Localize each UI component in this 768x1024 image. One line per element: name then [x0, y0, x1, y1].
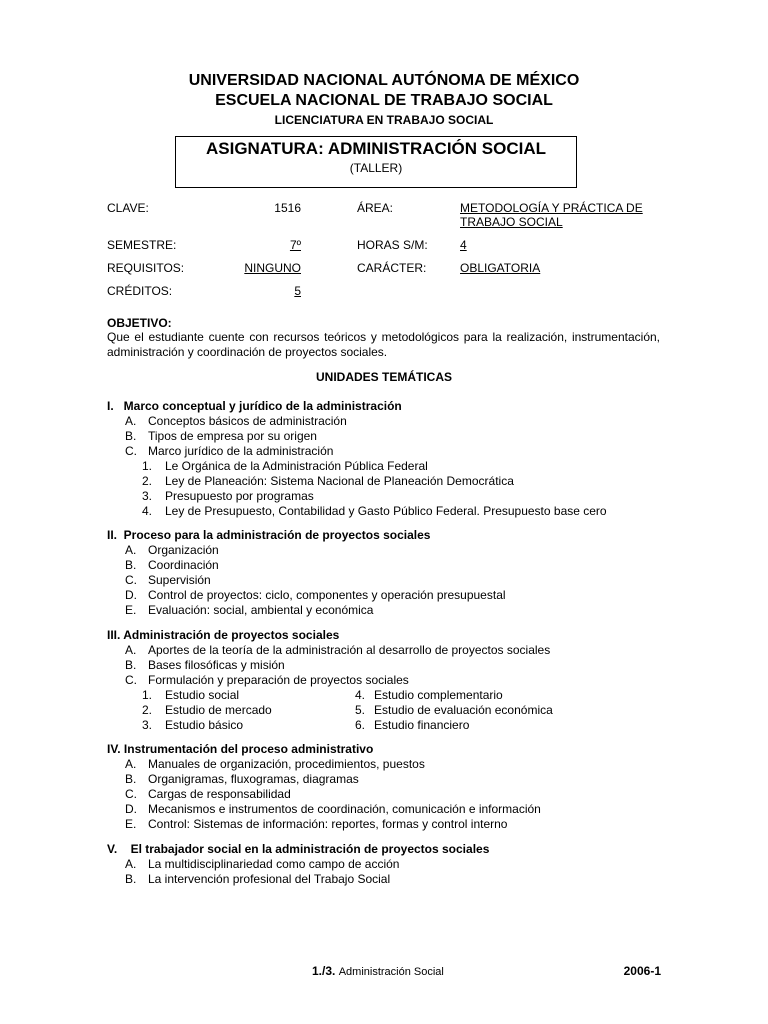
list-item: D. Control de proyectos: ciclo, componentes y operación presupuestal	[125, 588, 506, 602]
list-item: A. Aportes de la teoría de la administración al desarrollo de proyectos sociales	[125, 643, 551, 657]
unit-section	[107, 842, 489, 887]
list-item: C. Formulación y preparación de proyectos sociales	[125, 673, 409, 687]
unit-title: IV. Instrumentación del proceso administrativo	[107, 742, 374, 756]
list-item: A. Conceptos básicos de administración	[125, 414, 347, 428]
sub-list-item: 3. Presupuesto por programas	[142, 489, 314, 503]
list-item: A. La multidisciplinariedad como campo de acción	[125, 857, 400, 871]
unit-section	[107, 628, 553, 733]
list-item: D. Mecanismos e instrumentos de coordinación, comunicación e información	[125, 802, 541, 816]
requisitos-label: REQUISITOS:	[107, 261, 185, 275]
footer-doc-name: Administración Social	[338, 966, 444, 978]
list-item: B. La intervención profesional del Trabajo Social	[125, 872, 391, 886]
list-item: A. Manuales de organización, procedimientos, puestos	[125, 757, 425, 771]
semestre-label: SEMESTRE:	[107, 238, 177, 252]
list-item: B. Organigramas, fluxogramas, diagramas	[125, 772, 359, 786]
clave-label: CLAVE:	[107, 201, 149, 215]
list-item: E. Evaluación: social, ambiental y económica	[125, 603, 374, 617]
creditos-value: 5	[294, 284, 301, 298]
area-value-line2: TRABAJO SOCIAL	[460, 215, 563, 229]
unit-section	[107, 742, 541, 832]
list-item: A. Organización	[125, 543, 219, 557]
page-footer	[312, 964, 444, 978]
objective-text: Que el estudiante cuente con recursos teóricos y metodológicos para la realización, instrumentación, administración y coordinación de proyectos sociales.	[107, 330, 660, 359]
semestre-value: 7º	[289, 238, 301, 252]
footer-version: 2006-1	[623, 964, 661, 978]
list-item: B. Bases filosóficas y misión	[125, 658, 285, 672]
list-item: C. Cargas de responsabilidad	[125, 787, 291, 801]
unit-title: III. Administración de proyectos sociales	[107, 628, 340, 642]
sub-list-item: 2. Estudio de mercado 5. Estudio de evaluación económica	[142, 703, 553, 717]
objective-label: OBJETIVO:	[107, 316, 172, 330]
sub-list-item: 2. Ley de Planeación: Sistema Nacional de Planeación Democrática	[142, 474, 514, 488]
sub-list-item: 1. Le Orgánica de la Administración Pública Federal	[142, 459, 428, 473]
unit-title: II. Proceso para la administración de proyectos sociales	[107, 528, 431, 542]
area-label: ÁREA:	[357, 201, 394, 215]
area-value-line1: METODOLOGÍA Y PRÁCTICA DE	[460, 201, 643, 215]
course-title: ASIGNATURA: ADMINISTRACIÓN SOCIAL	[206, 139, 546, 158]
course-title-box	[175, 136, 577, 188]
horas-label: HORAS S/M:	[357, 238, 428, 252]
units-heading: UNIDADES TEMÁTICAS	[315, 370, 452, 384]
caracter-value: OBLIGATORIA	[460, 261, 541, 275]
list-item: E. Control: Sistemas de información: reportes, formas y control interno	[125, 817, 508, 831]
sub-list-item: 4. Ley de Presupuesto, Contabilidad y Gasto Público Federal. Presupuesto base cero	[142, 504, 607, 518]
page-number: 1./3.	[312, 964, 336, 978]
school-name: ESCUELA NACIONAL DE TRABAJO SOCIAL	[215, 92, 553, 109]
unit-title: I. Marco conceptual y jurídico de la administración	[107, 399, 402, 413]
requisitos-value: NINGUNO	[244, 261, 301, 275]
sub-list-item: 1. Estudio social 4. Estudio complementario	[142, 688, 503, 702]
course-subtitle: (TALLER)	[349, 161, 403, 175]
unit-title: V. El trabajador social en la administración de proyectos sociales	[107, 842, 490, 856]
list-item: B. Coordinación	[125, 558, 219, 572]
list-item: C. Marco jurídico de la administración	[125, 444, 334, 458]
list-item: B. Tipos de empresa por su origen	[125, 429, 317, 443]
university-name: UNIVERSIDAD NACIONAL AUTÓNOMA DE MÉXICO	[188, 72, 580, 89]
creditos-label: CRÉDITOS:	[107, 284, 173, 298]
unit-section	[107, 399, 607, 519]
clave-value: 1516	[274, 201, 301, 215]
unit-section	[107, 528, 506, 618]
horas-value: 4	[460, 238, 467, 252]
caracter-label: CARÁCTER:	[357, 261, 427, 275]
list-item: C. Supervisión	[125, 573, 211, 587]
sub-list-item: 3. Estudio básico 6. Estudio financiero	[142, 718, 470, 732]
program-name: LICENCIATURA EN TRABAJO SOCIAL	[274, 113, 494, 127]
